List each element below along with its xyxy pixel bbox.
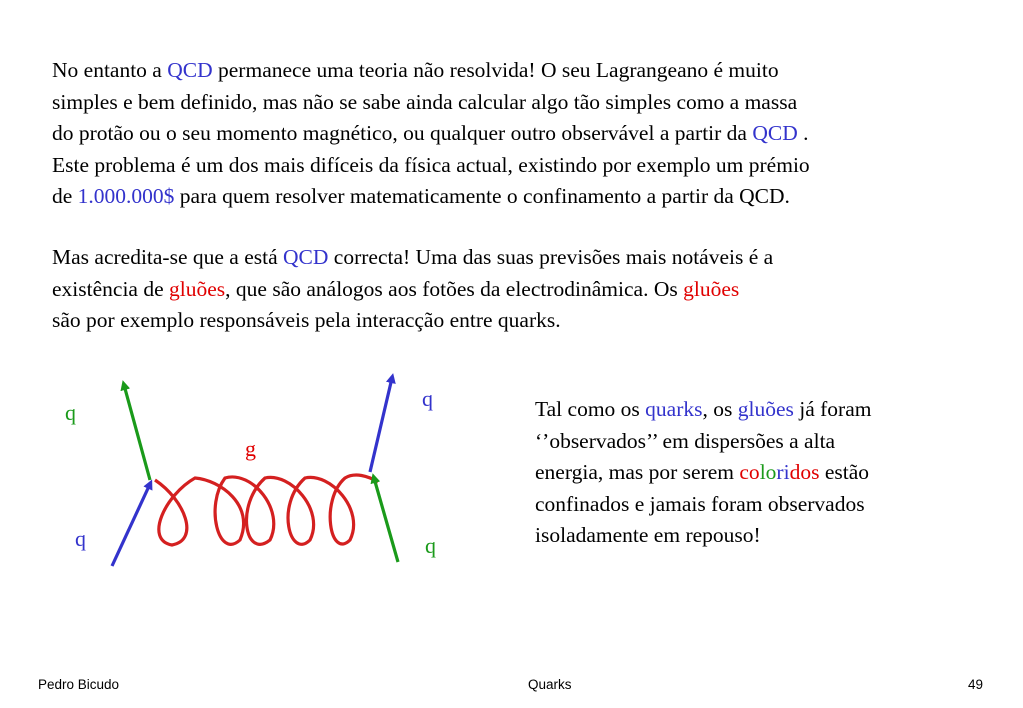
- quark-line-bottom-right: [374, 478, 398, 562]
- quark-label-top-right: q: [422, 386, 433, 411]
- gluons-highlight: gluões: [737, 397, 794, 421]
- text-line: são por exemplo responsáveis pela interacção entre quarks.: [52, 308, 561, 332]
- colored-word-part: co: [739, 460, 760, 484]
- quark-line-top-left: [124, 385, 150, 480]
- quark-line-top-right: [370, 378, 392, 472]
- qcd-highlight: QCD: [283, 245, 329, 269]
- footer-author: Pedro Bicudo: [38, 677, 120, 692]
- text-span: permanece uma teoria não resolvida! O seu Lagrangeano é muito: [212, 58, 779, 82]
- text-span: No entanto a: [52, 58, 168, 82]
- text-line: simples e bem definido, mas não se sabe ainda calcular algo tão simples como a massa: [52, 89, 798, 114]
- qcd-highlight: QCD: [752, 121, 798, 145]
- text-span: , os: [702, 397, 738, 421]
- text-line: ‘’observados’’ em dispersões a alta: [535, 428, 836, 453]
- text-span: já foram: [793, 397, 872, 421]
- gluon-label: g: [245, 436, 256, 461]
- text-span: existência de: [52, 276, 170, 301]
- gluon-line: [155, 475, 378, 545]
- page-number: 49: [968, 677, 984, 692]
- text-span: .: [797, 121, 809, 145]
- footer-title: Quarks: [528, 677, 572, 692]
- text-span: estão: [819, 460, 869, 484]
- colored-word-part: lo: [759, 460, 777, 484]
- colored-word-part: ri: [776, 460, 790, 484]
- text-line: confinados e jamais foram observados: [535, 491, 865, 516]
- quark-label-bottom-left: q: [75, 526, 86, 551]
- gluons-highlight: gluões: [169, 276, 226, 301]
- text-span: energia, mas por serem: [535, 460, 740, 484]
- quark-label-top-left: q: [65, 400, 76, 425]
- gluons-highlight: gluões: [683, 276, 740, 301]
- colored-word-part: dos: [789, 460, 820, 484]
- quarks-highlight: quarks: [645, 397, 703, 421]
- text-span: de: [52, 184, 78, 208]
- text-span: para quem resolver matematicamente o confinamento a partir da QCD.: [174, 184, 790, 208]
- text-line: isoladamente em repouso!: [535, 523, 761, 547]
- text-span: do protão ou o seu momento magnético, ou qualquer outro observável a partir da: [52, 121, 753, 145]
- text-span: Mas acredita-se que a está: [52, 245, 284, 269]
- text-span: , que são análogos aos fotões da electrodinâmica. Os: [225, 276, 684, 301]
- quark-label-bottom-right: q: [425, 533, 436, 558]
- prize-highlight: 1.000.000$: [77, 184, 175, 208]
- quark-line-bottom-left: [112, 484, 150, 566]
- text-span: correcta! Uma das suas previsões mais notáveis é a: [328, 245, 774, 269]
- text-span: Tal como os: [535, 397, 646, 421]
- text-line: Este problema é um dos mais difíceis da física actual, existindo por exemplo um prémio: [52, 152, 810, 177]
- qcd-highlight: QCD: [167, 58, 213, 82]
